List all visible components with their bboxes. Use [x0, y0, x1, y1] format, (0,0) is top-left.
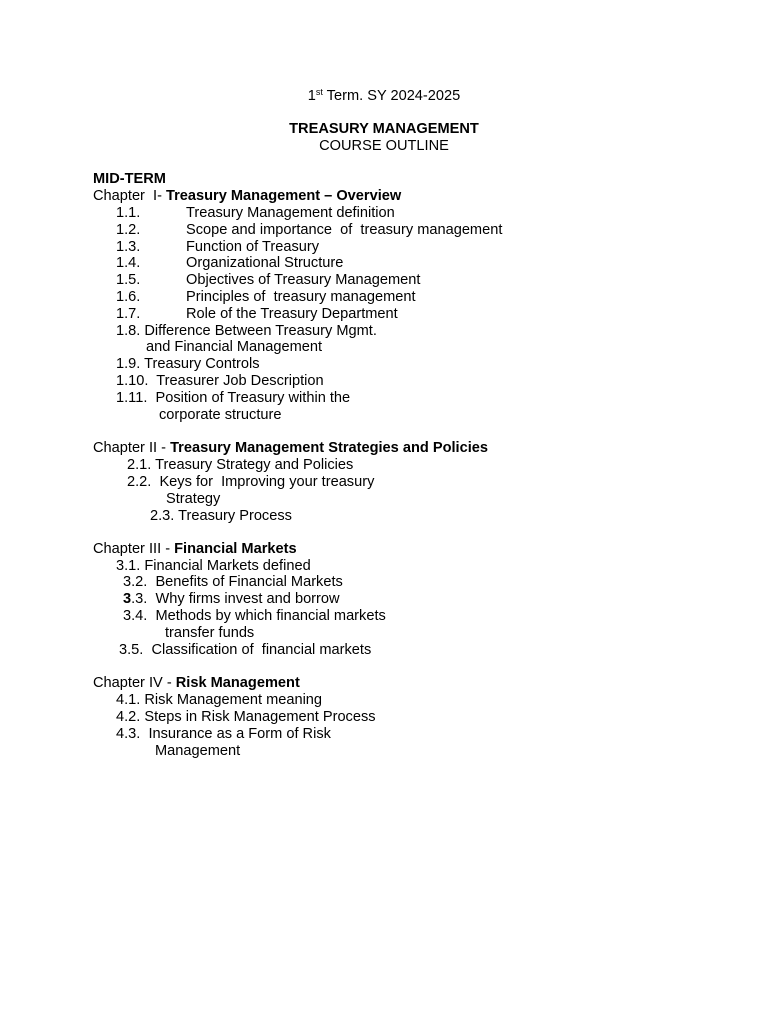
item-text: Treasury Management definition	[186, 205, 395, 221]
item-number: 1.1.	[116, 205, 141, 221]
list-item-continuation: and Financial Management	[146, 339, 323, 355]
chapter-3-heading	[93, 541, 297, 558]
list-item	[116, 255, 343, 272]
chapter-2-heading	[93, 440, 488, 457]
list-item: 4.3. Insurance as a Form of Risk	[116, 726, 331, 742]
chapter-1-title: Treasury Management – Overview	[166, 188, 402, 204]
item-text: Objectives of Treasury Management	[186, 272, 421, 288]
chapter-1-prefix: Chapter I-	[93, 188, 166, 204]
list-item	[116, 205, 395, 222]
item-text: Principles of treasury management	[186, 289, 416, 305]
list-item: 2.3. Treasury Process	[150, 508, 292, 524]
document-subtitle: COURSE OUTLINE	[319, 138, 449, 154]
chapter-3-title: Financial Markets	[174, 541, 297, 557]
term-number: 1	[307, 88, 316, 104]
chapter-4-prefix: Chapter IV -	[93, 675, 176, 691]
chapter-4-title: Risk Management	[175, 675, 300, 691]
chapter-2-title: Treasury Management Strategies and Policies	[170, 440, 489, 456]
item-number: 1.3.	[116, 239, 141, 255]
item-text: Scope and importance of treasury management	[186, 222, 503, 238]
item-text: .3. Why firms invest and borrow	[131, 591, 340, 607]
list-item	[116, 222, 502, 239]
chapter-3-prefix: Chapter III -	[93, 541, 175, 557]
item-text: Function of Treasury	[186, 239, 320, 255]
item-number: 1.4.	[116, 255, 141, 271]
list-item: 4.2. Steps in Risk Management Process	[116, 709, 376, 725]
list-item: 3.1. Financial Markets defined	[116, 558, 311, 574]
list-item: 1.9. Treasury Controls	[116, 356, 260, 372]
list-item	[116, 239, 319, 256]
term-line	[0, 88, 768, 105]
list-item	[116, 306, 398, 323]
list-item: 3.2. Benefits of Financial Markets	[123, 574, 343, 590]
list-item: 3.4. Methods by which financial markets	[123, 608, 386, 624]
item-number: 1.5.	[116, 272, 141, 288]
list-item-continuation: transfer funds	[165, 625, 255, 641]
list-item: 2.2. Keys for Improving your treasury	[127, 474, 375, 490]
list-item: 3.5. Classification of financial markets	[119, 642, 372, 658]
list-item-continuation: Management	[155, 743, 241, 759]
item-number: 1.6.	[116, 289, 141, 305]
term-text: Term. SY 2024-2025	[322, 88, 461, 104]
chapter-4-heading	[93, 675, 300, 692]
list-item	[116, 272, 420, 289]
list-item	[116, 289, 416, 306]
item-number: 1.2.	[116, 222, 141, 238]
list-item: 1.10. Treasurer Job Description	[116, 373, 324, 389]
list-item-continuation: Strategy	[166, 491, 221, 507]
chapter-1-heading	[93, 188, 401, 205]
item-number-bold: 3	[123, 591, 132, 607]
term-superscript: st	[315, 87, 323, 97]
list-item: 2.1. Treasury Strategy and Policies	[127, 457, 354, 473]
list-item: 1.8. Difference Between Treasury Mgmt.	[116, 323, 377, 339]
item-text: Role of the Treasury Department	[186, 306, 398, 322]
section-heading: MID-TERM	[93, 171, 166, 187]
item-text: Organizational Structure	[186, 255, 344, 271]
list-item	[123, 591, 340, 608]
list-item: 1.11. Position of Treasury within the	[116, 390, 351, 406]
list-item: 4.1. Risk Management meaning	[116, 692, 323, 708]
document-title: TREASURY MANAGEMENT	[289, 121, 479, 137]
item-number: 1.7.	[116, 306, 141, 322]
chapter-2-prefix: Chapter II -	[93, 440, 171, 456]
list-item-continuation: corporate structure	[159, 407, 282, 423]
